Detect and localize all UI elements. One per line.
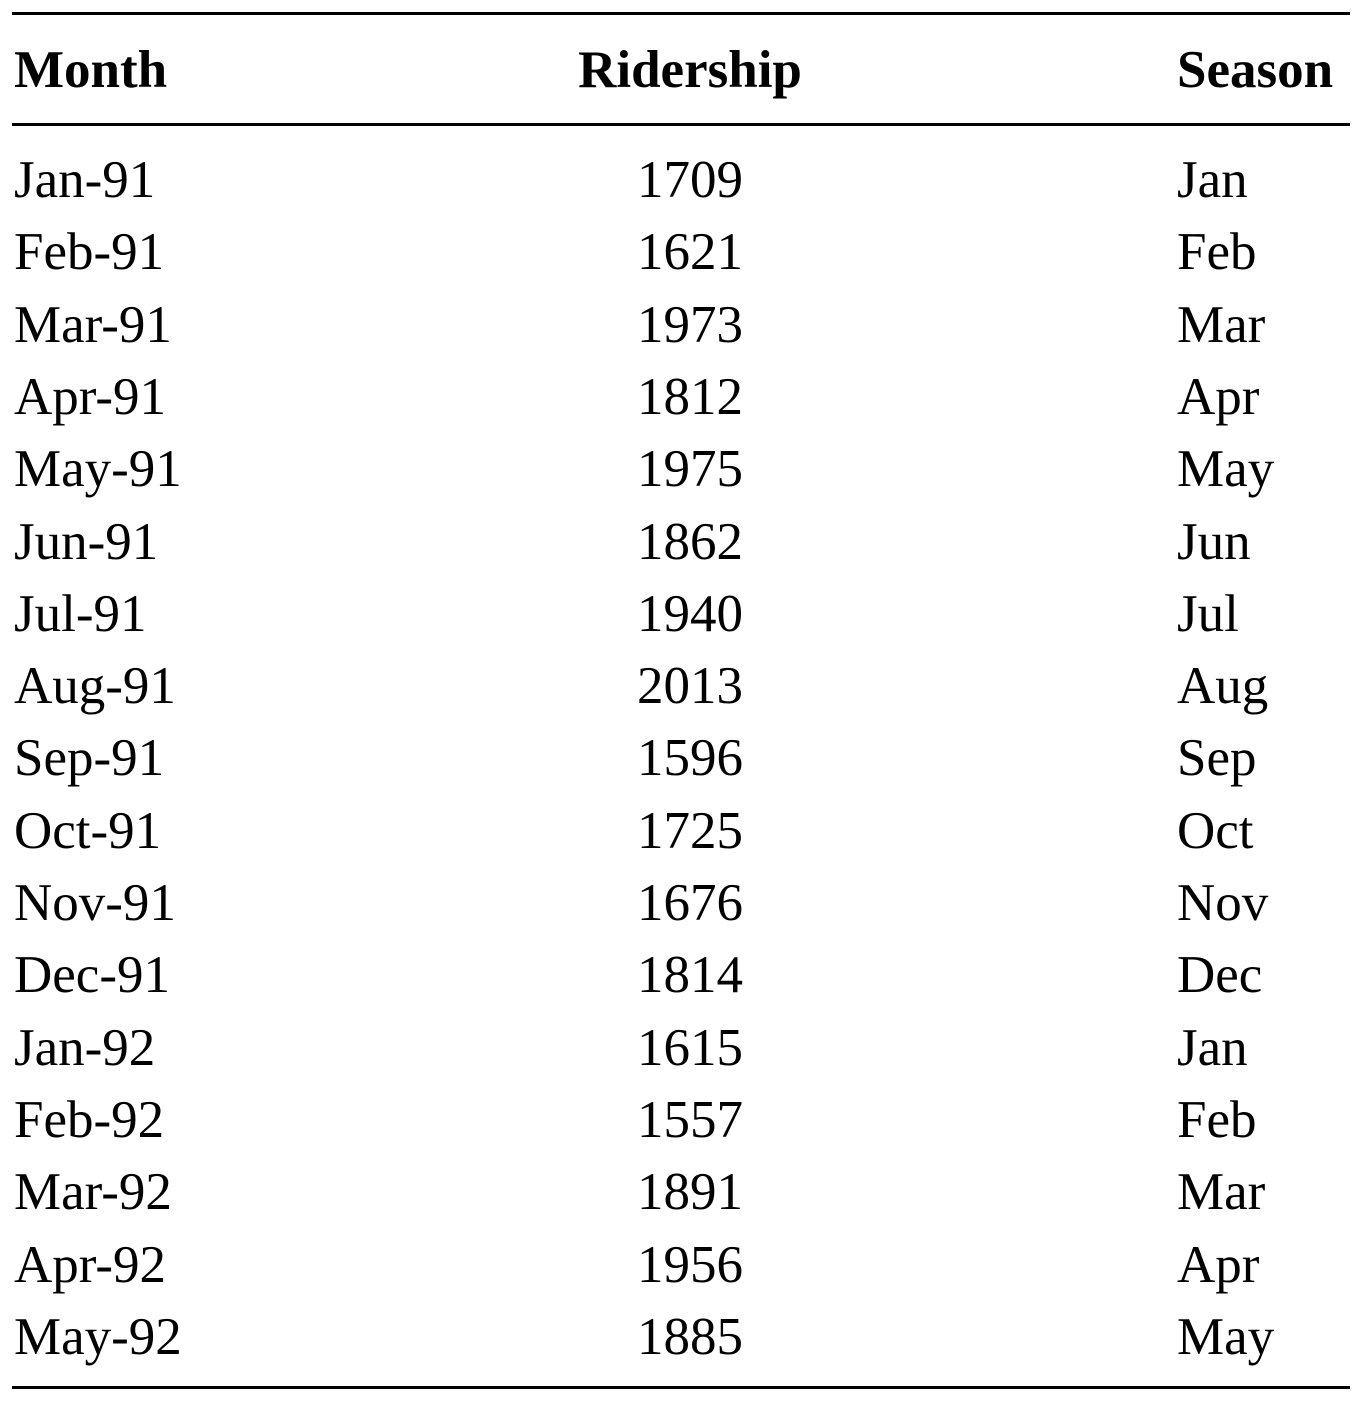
table-row bbox=[12, 722, 1350, 794]
data-table bbox=[12, 0, 1350, 1410]
cell-ridership: 1676 bbox=[637, 874, 743, 932]
cell-season: Jan bbox=[1177, 151, 1248, 209]
cell-ridership: 1557 bbox=[637, 1090, 743, 1149]
cell-ridership: 1812 bbox=[637, 367, 743, 426]
table-row bbox=[12, 361, 1350, 433]
cell-month: Feb-91 bbox=[14, 223, 165, 282]
cell-season: Mar bbox=[1177, 295, 1266, 354]
cell-season: Jul bbox=[1177, 584, 1239, 643]
cell-ridership: 1956 bbox=[637, 1235, 743, 1294]
cell-ridership: 1709 bbox=[637, 151, 743, 209]
cell-season: Jun bbox=[1177, 512, 1251, 571]
cell-season: Apr bbox=[1177, 1235, 1260, 1294]
cell-month: Mar-92 bbox=[14, 1163, 172, 1222]
table-row bbox=[12, 650, 1350, 722]
cell-season: Apr bbox=[1177, 367, 1260, 426]
cell-ridership: 1940 bbox=[637, 584, 743, 643]
table-row bbox=[12, 578, 1350, 650]
cell-month: Aug-91 bbox=[14, 657, 176, 716]
cell-ridership: 1621 bbox=[637, 223, 743, 282]
cell-season: May bbox=[1177, 1307, 1275, 1366]
cell-month: Dec-91 bbox=[14, 946, 170, 1005]
cell-month: Apr-92 bbox=[14, 1235, 167, 1294]
cell-season: Feb bbox=[1177, 1090, 1257, 1149]
cell-ridership: 1973 bbox=[637, 295, 743, 354]
cell-season: Jan bbox=[1177, 1018, 1248, 1077]
cell-month: May-92 bbox=[14, 1307, 182, 1366]
table-row bbox=[12, 1229, 1350, 1301]
cell-ridership: 1725 bbox=[637, 801, 743, 860]
header-ridership: Ridership bbox=[578, 41, 802, 99]
cell-ridership: 1885 bbox=[637, 1307, 743, 1366]
cell-ridership: 1596 bbox=[637, 729, 743, 788]
table-row bbox=[12, 1012, 1350, 1084]
cell-season: Sep bbox=[1177, 729, 1257, 788]
header-month: Month bbox=[14, 41, 168, 99]
cell-month: Nov-91 bbox=[14, 874, 176, 932]
cell-month: Mar-91 bbox=[14, 295, 172, 354]
cell-month: Apr-91 bbox=[14, 367, 167, 426]
table-row bbox=[12, 289, 1350, 361]
table-row bbox=[12, 795, 1350, 867]
cell-month: May-91 bbox=[14, 440, 182, 499]
cell-season: Aug bbox=[1177, 657, 1269, 716]
cell-season: Oct bbox=[1177, 801, 1254, 860]
cell-month: Jan-92 bbox=[14, 1018, 156, 1077]
cell-ridership: 1891 bbox=[637, 1163, 743, 1222]
cell-month: Sep-91 bbox=[14, 729, 165, 788]
cell-month: Jan-91 bbox=[14, 151, 156, 209]
cell-season: Dec bbox=[1177, 946, 1263, 1005]
table-row bbox=[12, 867, 1350, 939]
table-body bbox=[12, 0, 1350, 1410]
cell-ridership: 1862 bbox=[637, 512, 743, 571]
table-row bbox=[12, 1301, 1350, 1373]
table-row bbox=[12, 939, 1350, 1011]
cell-month: Jul-91 bbox=[14, 584, 147, 643]
cell-season: May bbox=[1177, 440, 1275, 499]
table-row bbox=[12, 1084, 1350, 1156]
cell-season: Mar bbox=[1177, 1163, 1266, 1222]
cell-season: Feb bbox=[1177, 223, 1257, 282]
table-row bbox=[12, 144, 1350, 216]
table-row bbox=[12, 506, 1350, 578]
table-row bbox=[12, 1156, 1350, 1228]
cell-ridership: 1615 bbox=[637, 1018, 743, 1077]
cell-month: Feb-92 bbox=[14, 1090, 165, 1149]
table-row bbox=[12, 216, 1350, 288]
cell-season: Nov bbox=[1177, 874, 1269, 932]
cell-month: Jun-91 bbox=[14, 512, 159, 571]
table-bottom-rule bbox=[12, 1386, 1350, 1389]
cell-month: Oct-91 bbox=[14, 801, 162, 860]
cell-ridership: 1814 bbox=[637, 946, 743, 1005]
cell-ridership: 1975 bbox=[637, 440, 743, 499]
header-season: Season bbox=[1177, 41, 1334, 99]
table-row bbox=[12, 433, 1350, 505]
cell-ridership: 2013 bbox=[637, 657, 743, 716]
